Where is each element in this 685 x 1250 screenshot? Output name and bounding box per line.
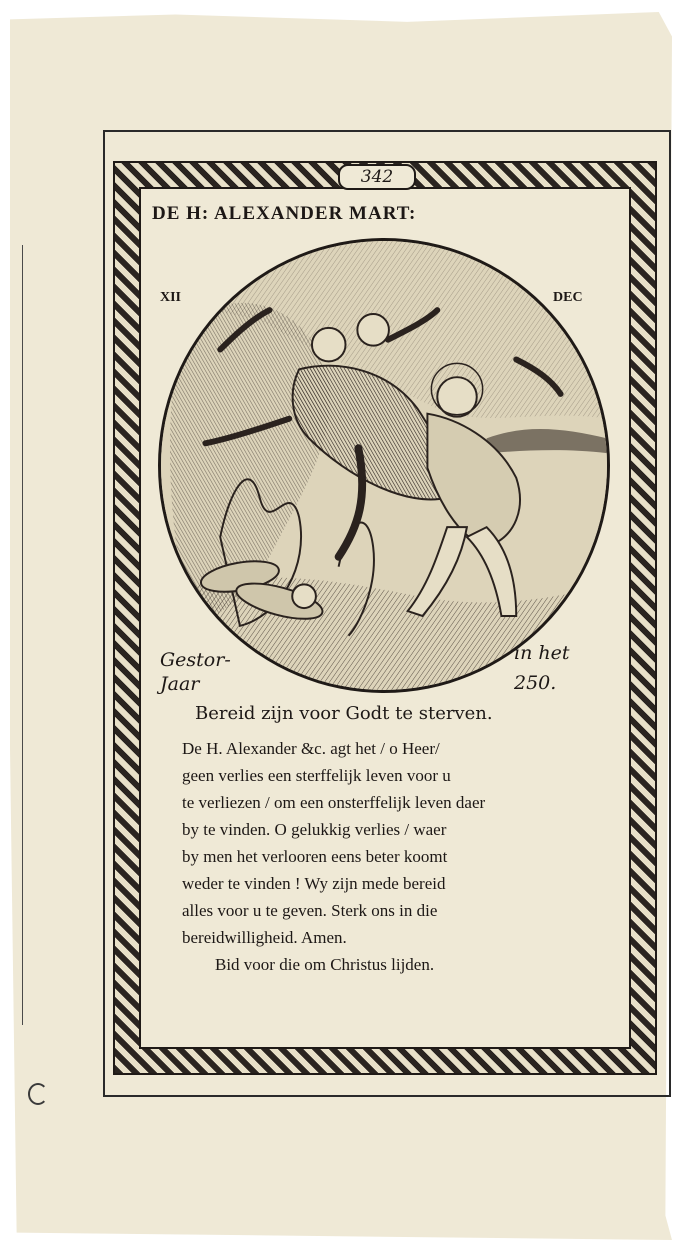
binding-hole <box>28 1083 48 1105</box>
page-number: 342 <box>338 164 416 190</box>
body-line: weder te vinden ! Wy zijn mede bereid <box>182 874 446 893</box>
closing-prayer: Bid voor die om Christus lijden. <box>215 955 435 974</box>
body-line: geen verlies een sterffelijk leven voor u <box>182 766 451 785</box>
body-line: by men het verlooren eens beter koomt <box>182 847 448 866</box>
body-line: bereidwilligheid. Amen. <box>182 928 347 947</box>
section-heading: Bereid zijn voor Godt te sterven. <box>195 703 493 724</box>
died-right-line1: in het <box>514 642 570 664</box>
died-right-line2: 250. <box>514 672 557 694</box>
body-line: by te vinden. O gelukkig verlies / waer <box>182 820 447 839</box>
page-title: DE H: ALEXANDER MART: <box>152 203 417 224</box>
died-caption-right <box>514 638 569 698</box>
date-month: DEC <box>553 290 583 305</box>
body-line: alles voor u te geven. Sterk ons in die <box>182 901 438 920</box>
died-left-line1: Gestor- <box>160 649 231 671</box>
date-day: XII <box>160 290 182 305</box>
body-line: De H. Alexander &c. agt het / o Heer/ <box>182 739 440 758</box>
body-line: te verliezen / om een onsterffelijk leven daer <box>182 793 486 812</box>
margin-line <box>22 245 23 1025</box>
martyrdom-engraving-icon <box>158 238 610 693</box>
body-text <box>182 735 610 951</box>
died-caption-left <box>160 648 231 696</box>
died-left-line2: Jaar <box>160 673 200 695</box>
